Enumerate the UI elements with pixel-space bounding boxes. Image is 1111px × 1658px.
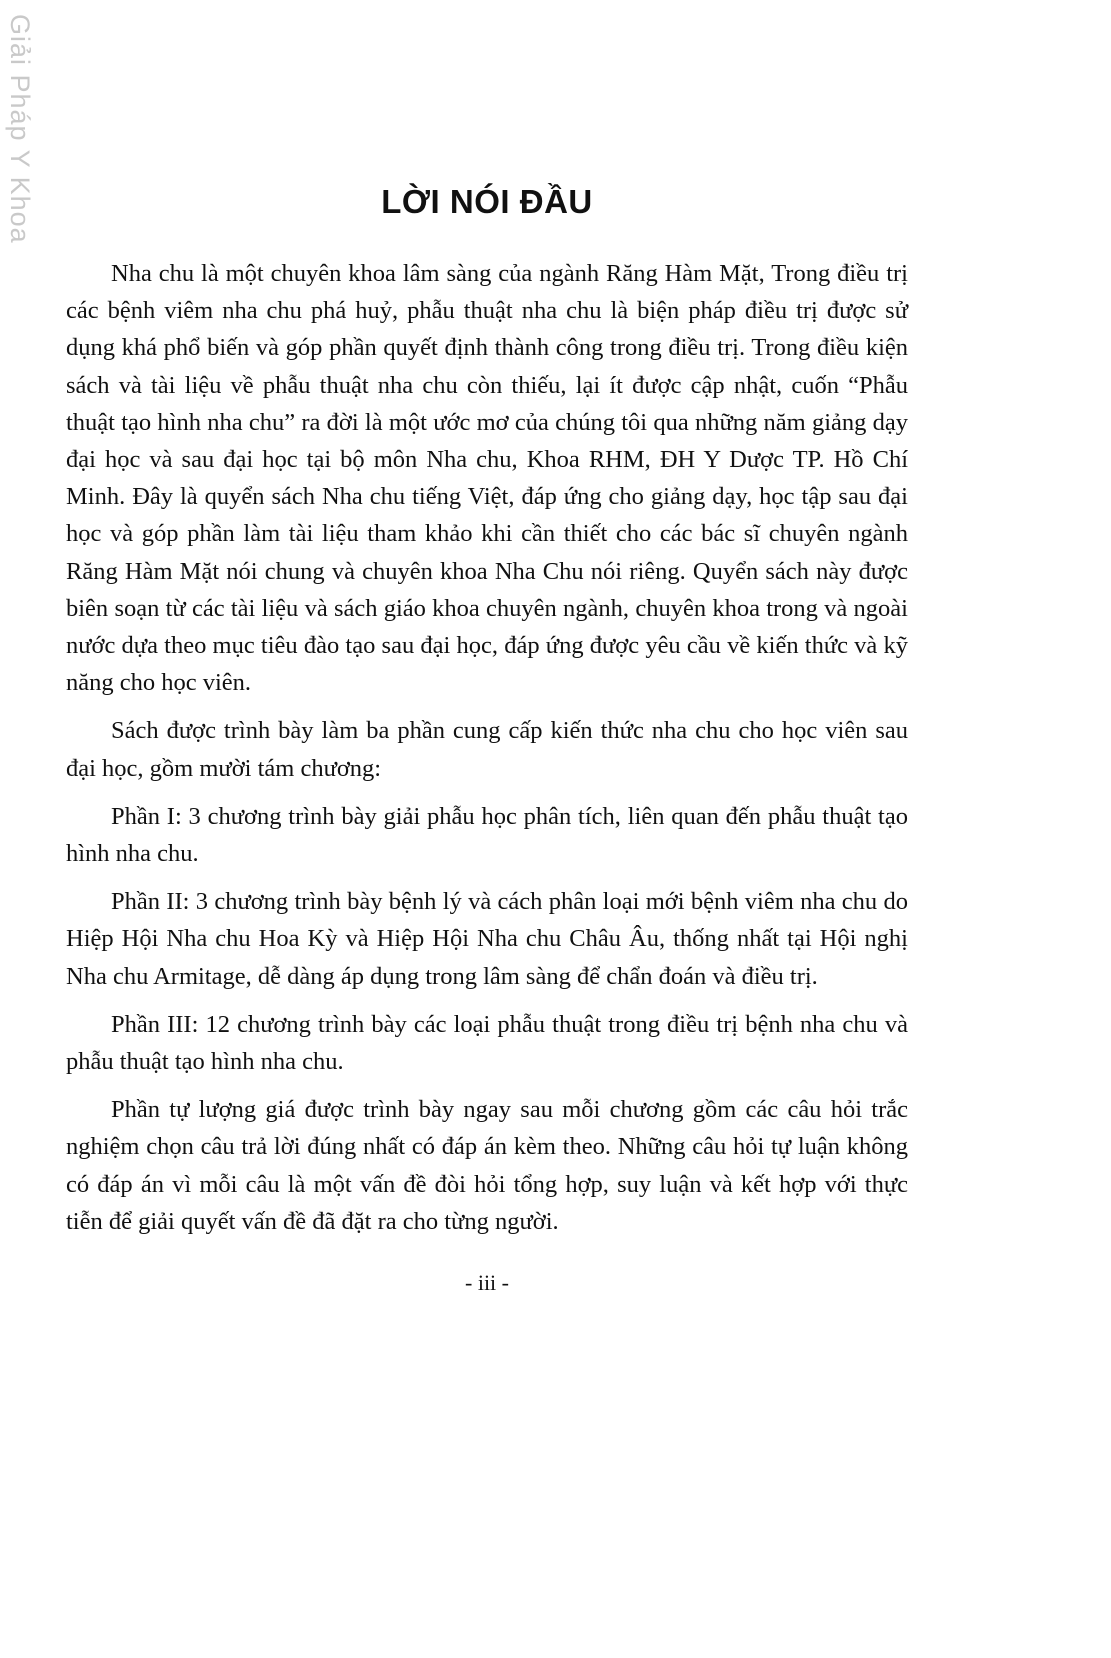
paragraph-part-3: Phần III: 12 chương trình bày các loại phẫu thuật trong điều trị bệnh nha chu và phẫu thuật tạo hình nha chu. <box>66 1010 908 1076</box>
document-page <box>66 0 908 1298</box>
paragraph-part-2: Phần II: 3 chương trình bày bệnh lý và cách phân loại mới bệnh viêm nha chu do Hiệp Hội Nha chu Hoa Kỳ và Hiệp Hội Nha chu Châu Âu, thống nhất tại Hội nghị Nha chu Armitage, dễ dàng áp dụng trong lâm sàng để chẩn đoán và điều trị. <box>66 888 908 990</box>
paragraph-intro: Nha chu là một chuyên khoa lâm sàng của ngành Răng Hàm Mặt, Trong điều trị các bệnh viêm nha chu phá huỷ, phẫu thuật nha chu là biện pháp điều trị được sử dụng khá phổ biến và góp phần quyết định thành công trong điều trị. Trong điều kiện sách và tài liệu về phẫu thuật nha chu còn thiếu, lại ít được cập nhật, cuốn “Phẫu thuật tạo hình nha chu” ra đời là một ước mơ của chúng tôi qua những năm giảng dạy đại học và sau đại học tại bộ môn Nha chu, Khoa RHM, ĐH Y Dược TP. Hồ Chí Minh. Đây là quyển sách Nha chu tiếng Việt, đáp ứng cho giảng dạy, học tập sau đại học và góp phần làm tài liệu tham khảo khi cần thiết cho các bác sĩ chuyên ngành Răng Hàm Mặt nói chung và chuyên khoa Nha Chu nói riêng. Quyển sách này được biên soạn từ các tài liệu và sách giáo khoa chuyên ngành, chuyên khoa trong và ngoài nước dựa theo mục tiêu đào tạo sau đại học, đáp ứng được yêu cầu về kiến thức và kỹ năng cho học viên. <box>66 260 908 697</box>
page-title: LỜI NÓI ĐẦU <box>381 183 593 220</box>
page-number: - iii - <box>465 1270 509 1296</box>
watermark: Giải Pháp Y Khoa <box>5 14 35 244</box>
paragraph-self-assessment: Phần tự lượng giá được trình bày ngay sau mỗi chương gồm các câu hỏi trắc nghiệm chọn câu trả lời đúng nhất có đáp án kèm theo. Những câu hỏi tự luận không có đáp án vì mỗi câu là một vấn đề đòi hỏi tổng hợp, suy luận và kết hợp với thực tiễn để giải quyết vấn đề đã đặt ra cho từng người. <box>66 1096 908 1235</box>
paragraph-structure: Sách được trình bày làm ba phần cung cấp kiến thức nha chu cho học viên sau đại học, gồm mười tám chương: <box>66 717 908 782</box>
body-text <box>66 255 908 1240</box>
paragraph-part-1: Phần I: 3 chương trình bày giải phẫu học phân tích, liên quan đến phẫu thuật tạo hình nha chu. <box>66 802 908 868</box>
